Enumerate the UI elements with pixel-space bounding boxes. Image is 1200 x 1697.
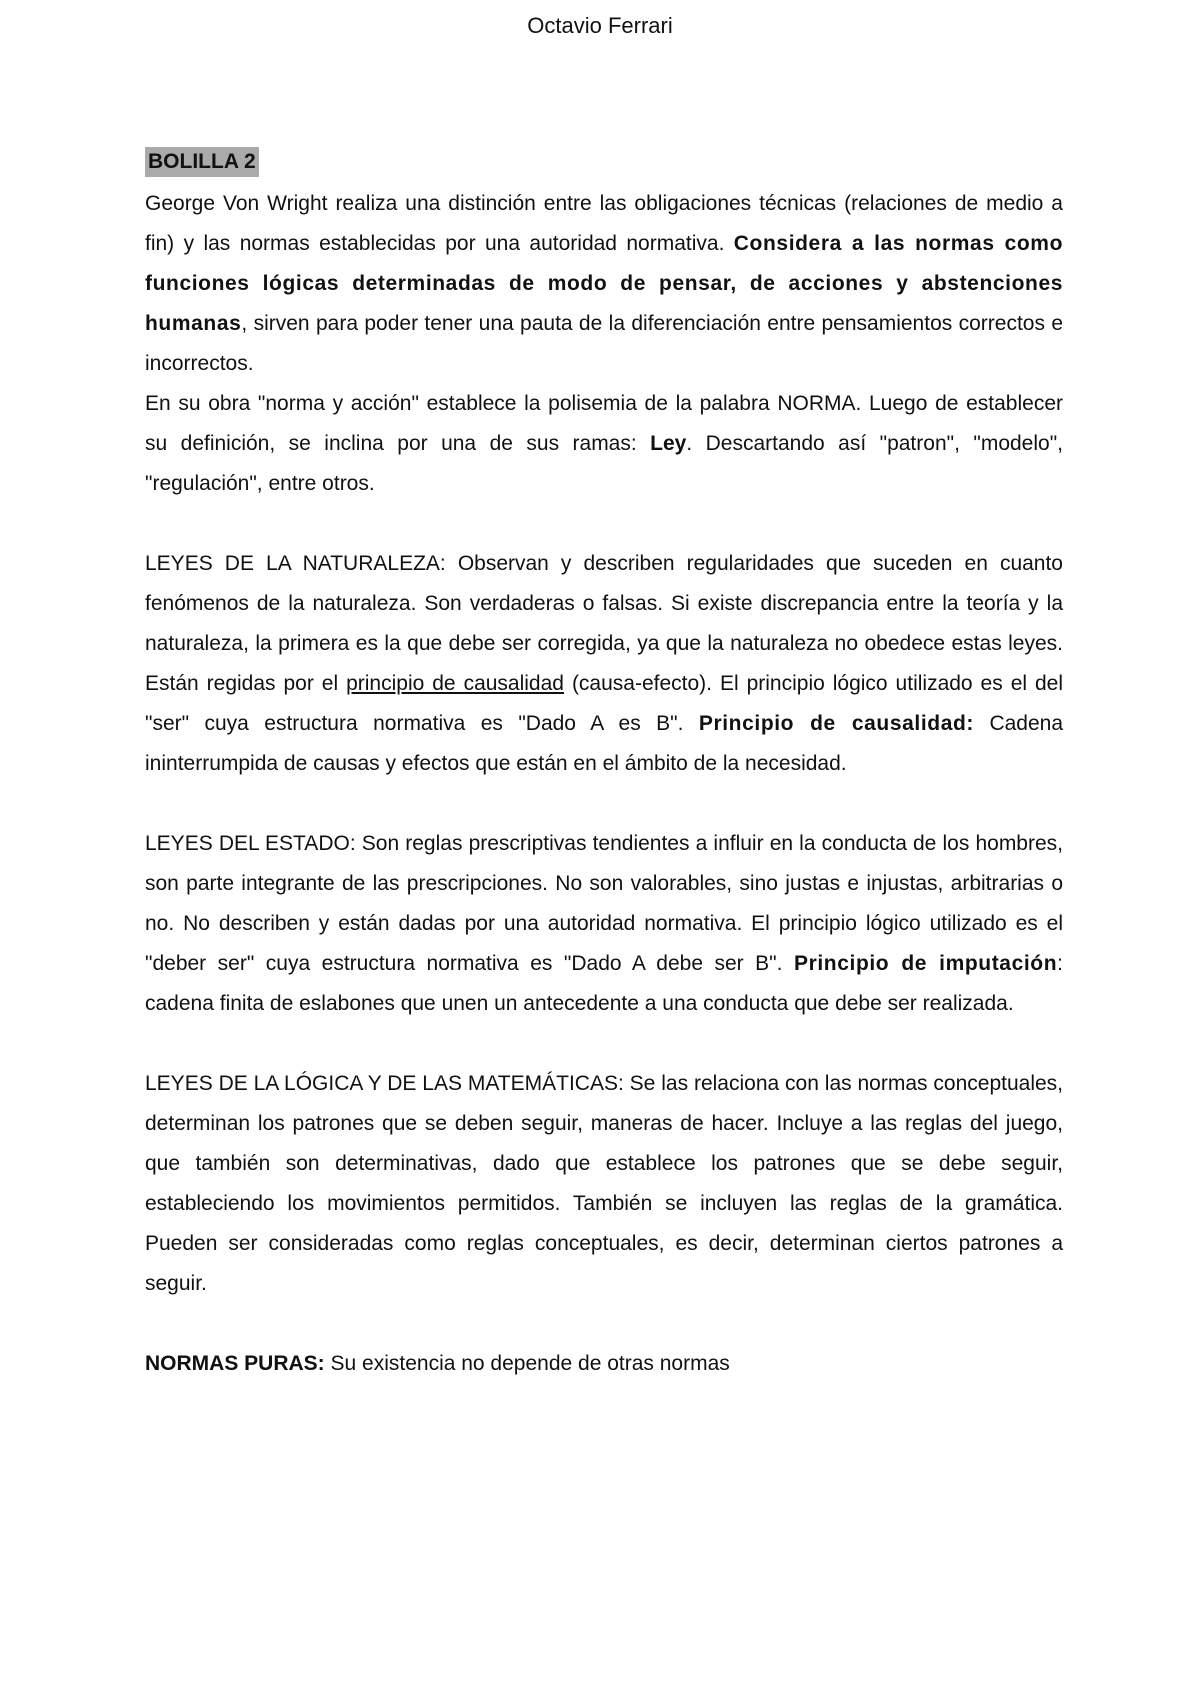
naturaleza-text-3: Cadena ininterrumpida de causas y efectos que están en el ámbito de la necesidad.: [145, 712, 1064, 775]
intro-text-1: George Von Wright realiza una distinción entre las obligaciones técnicas (relaciones de medio a fin) y las normas establecidas por una autoridad normativa.: [145, 192, 1063, 255]
paragraph-normas-puras: [145, 1344, 1063, 1384]
section-heading: BOLILLA 2: [145, 147, 259, 177]
paragraph-spacer: [145, 1024, 1063, 1064]
logica-text-1: LEYES DE LA LÓGICA Y DE LAS MATEMÁTICAS: Se las relaciona con las normas conceptuales, determinan los patrones que se deben seguir, maneras de hacer. Incluye a las reglas del juego, que también son determinativas, dado que establece los patrones que se debe seguir, estableciendo los movimientos permitidos. También se incluyen las reglas de la gramática. Pueden ser consideradas como reglas conceptuales, es decir, determinan ciertos patrones a seguir.: [145, 1072, 1063, 1295]
naturaleza-underline-causalidad: principio de causalidad: [346, 672, 564, 695]
puras-text-1: Su existencia no depende de otras normas: [324, 1352, 730, 1375]
estado-text-2: : cadena finita de eslabones que unen un antecedente a una conducta que debe ser realizada.: [145, 952, 1063, 1015]
puras-bold-label: NORMAS PURAS:: [145, 1352, 325, 1375]
naturaleza-bold-principio: Principio de causalidad:: [698, 712, 975, 735]
obra-bold-ley: Ley: [650, 432, 687, 455]
paragraph-spacer: [145, 504, 1063, 544]
paragraph-spacer: [145, 1304, 1063, 1344]
paragraph-spacer: [145, 784, 1063, 824]
paragraph-intro: [145, 184, 1063, 384]
paragraph-leyes-naturaleza: [145, 544, 1063, 784]
estado-text-1: LEYES DEL ESTADO: Son reglas prescriptivas tendientes a influir en la conducta de los hombres, son parte integrante de las prescripciones. No son valorables, sino justas e injustas, arbitrarias o no. No describen y están dadas por una autoridad normativa. El principio lógico utilizado es el "deber ser" cuya estructura normativa es "Dado A debe ser B".: [145, 832, 1063, 975]
page-header-author: Octavio Ferrari: [527, 13, 673, 38]
section-heading-wrapper: [145, 144, 1063, 180]
document-body: [145, 144, 1063, 1384]
paragraph-leyes-logica: [145, 1064, 1063, 1304]
paragraph-obra: [145, 384, 1063, 504]
estado-bold-imputacion: Principio de imputación: [793, 952, 1058, 975]
paragraph-leyes-estado: [145, 824, 1063, 1024]
naturaleza-text-1: LEYES DE LA NATURALEZA: Observan y describen regularidades que suceden en cuanto fenómenos de la naturaleza. Son verdaderas o falsas. Si existe discrepancia entre la teoría y la naturaleza, la primera es la que debe ser corregida, ya que la naturaleza no obedece estas leyes. Están regidas por el: [145, 552, 1063, 695]
obra-text-1: En su obra "norma y acción" establece la polisemia de la palabra NORMA. Luego de establecer su definición, se inclina por una de sus ramas:: [145, 392, 1063, 455]
obra-text-2: . Descartando así "patron", "modelo", "regulación", entre otros.: [145, 432, 1063, 495]
naturaleza-text-2: (causa-efecto). El principio lógico utilizado es el del "ser" cuya estructura normativa es "Dado A es B".: [145, 672, 1064, 735]
intro-bold-definition: Considera a las normas como funciones lógicas determinadas de modo de pensar, de acciones y abstenciones humanas: [145, 232, 1063, 335]
intro-text-2: , sirven para poder tener una pauta de la diferenciación entre pensamientos correctos e incorrectos.: [145, 312, 1063, 375]
